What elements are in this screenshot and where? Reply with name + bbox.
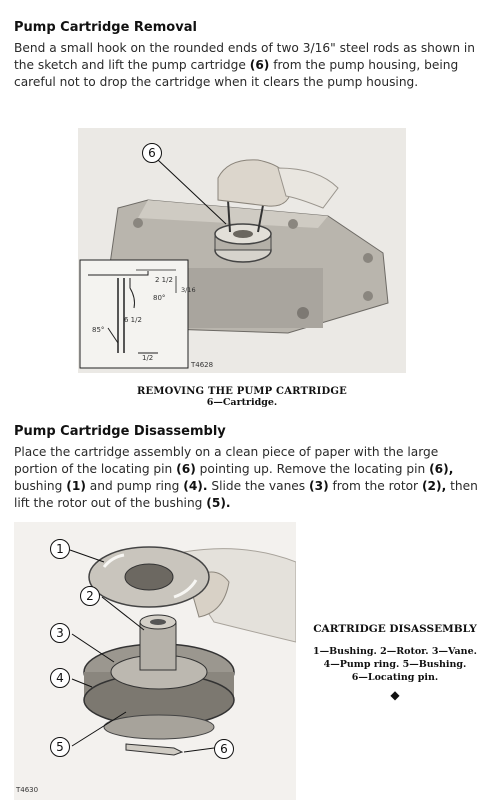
figure2-caption-line-3: 6—Locating pin. xyxy=(351,672,439,683)
dis-text-5: Slide the vanes xyxy=(207,479,310,493)
inset-label-85deg: 85° xyxy=(92,326,105,334)
removal-illustration xyxy=(78,128,406,373)
cartridge-disassembly-photo xyxy=(14,522,296,800)
callout-1: 1 xyxy=(50,539,70,559)
section-heading-disassembly: Pump Cartridge Disassembly xyxy=(14,424,226,439)
disassembly-illustration xyxy=(14,522,296,800)
figure2-caption xyxy=(300,623,490,702)
dis-ref-6: (2), xyxy=(421,479,447,493)
removal-paragraph xyxy=(14,40,484,91)
pump-cartridge-removal-photo xyxy=(78,128,406,373)
figure1-caption xyxy=(78,386,406,408)
callout-2: 2 xyxy=(80,586,100,606)
dis-ref-3: (1) xyxy=(66,479,86,493)
inset-label-3-16: 3/16 xyxy=(181,286,196,294)
callout-6: 6 xyxy=(214,739,234,759)
dis-ref-2: (6), xyxy=(429,462,454,476)
dis-text-4: and pump ring xyxy=(85,479,184,493)
callout-3: 3 xyxy=(50,623,70,643)
figure2-caption-title: CARTRIDGE DISASSEMBLY xyxy=(313,623,477,635)
dis-text-7: then lift the rotor out of the bushing xyxy=(14,479,478,510)
dis-ref-7: (5). xyxy=(206,496,231,510)
removal-text-b: from the pump housing, being careful not to drop the cartridge when it clears the pump housing. xyxy=(14,58,459,89)
callout-6-removal: 6 xyxy=(142,143,162,163)
inset-label-2-1-2: 2 1/2 xyxy=(155,276,173,284)
figure-number-removal: T4628 xyxy=(191,361,214,369)
dis-text-1: Place the cartridge assembly on a clean piece of paper with the large portion of the locating pin xyxy=(14,445,439,476)
figure1-caption-title: REMOVING THE PUMP CARTRIDGE xyxy=(137,386,347,397)
figure2-caption-line-1: 1—Bushing. 2—Rotor. 3—Vane. xyxy=(313,646,477,657)
figure2-caption-line-2: 4—Pump ring. 5—Bushing. xyxy=(323,659,467,670)
dis-text-3: bushing xyxy=(14,479,67,493)
inset-label-6-1-2: 6 1/2 xyxy=(124,316,142,324)
end-mark-diamond: ◆ xyxy=(390,688,400,702)
figure1-caption-sub: 6—Cartridge. xyxy=(206,397,278,408)
callout-4: 4 xyxy=(50,668,70,688)
removal-text-a: Bend a small hook on the rounded ends of two 3/16" steel rods as shown in the sketch and lift the pump cartridge xyxy=(14,41,476,72)
removal-ref: (6) xyxy=(249,58,270,72)
inset-label-1-2: 1/2 xyxy=(142,354,154,362)
disassembly-paragraph xyxy=(14,444,484,512)
dis-ref-4: (4). xyxy=(183,479,208,493)
callout-5: 5 xyxy=(50,737,70,757)
dis-text-6: from the rotor xyxy=(328,479,422,493)
inset-label-80deg: 80° xyxy=(153,294,166,302)
dis-ref-1: (6) xyxy=(176,462,196,476)
section-heading-removal: Pump Cartridge Removal xyxy=(14,20,197,35)
figure-number-disassembly: T4630 xyxy=(16,786,39,794)
dis-text-2: pointing up. Remove the locating pin xyxy=(195,462,430,476)
dis-ref-5: (3) xyxy=(309,479,329,493)
